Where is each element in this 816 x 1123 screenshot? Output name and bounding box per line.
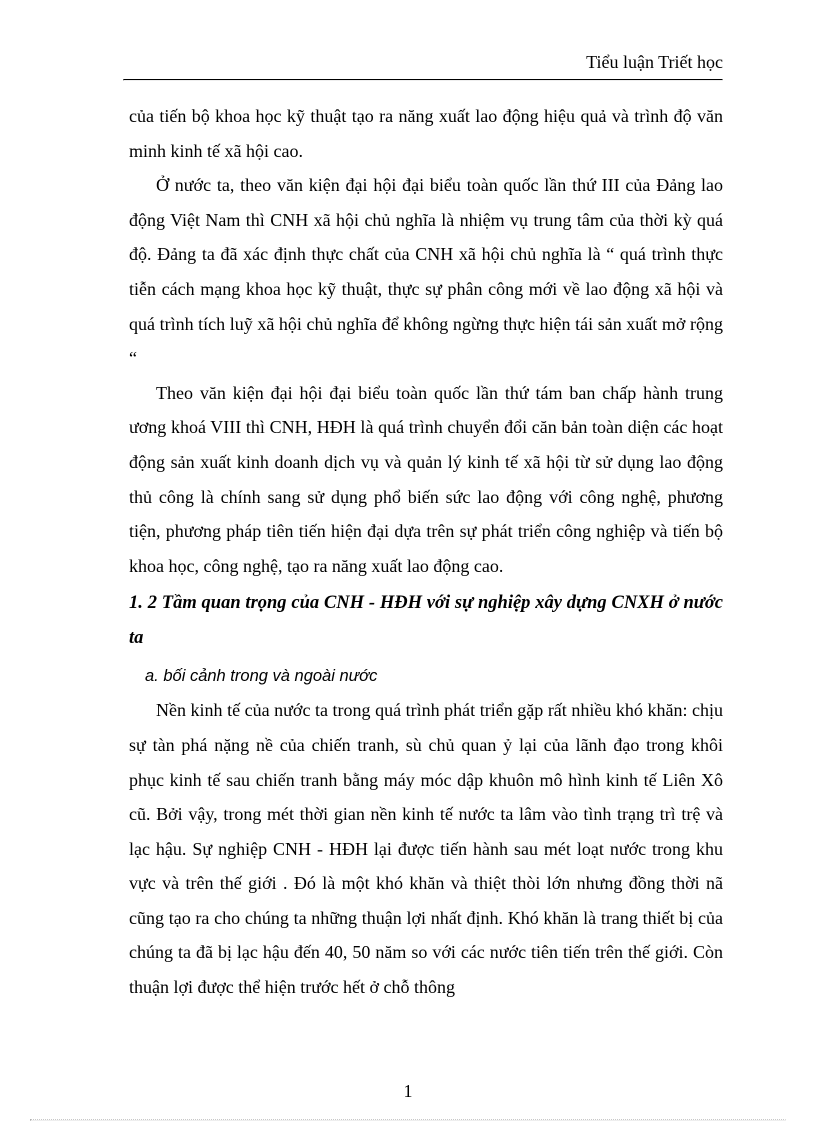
document-body (129, 99, 723, 1005)
header-rule (123, 79, 723, 81)
page-header-title: Tiểu luận Triết học (586, 52, 723, 72)
paragraph-congress-iii: Ở nước ta, theo văn kiện đại hội đại biểu toàn quốc lần thứ III của Đảng lao động Việt Nam thì CNH xã hội chủ nghĩa là nhiệm vụ trung tâm của thời kỳ quá độ. Đảng ta đã xác định thực chất của CNH xã hội chủ nghĩa là “ quá trình thực tiễn cách mạng khoa học kỹ thuật, thực sự phân công mới về lao động xã hội và quá trình tích luỹ xã hội chủ nghĩa để không ngừng thực hiện tái sản xuất mở rộng “ (129, 175, 723, 369)
paragraph-continuation: của tiến bộ khoa học kỹ thuật tạo ra năng xuất lao động hiệu quả và trình độ văn minh kinh tế xã hội cao. (129, 106, 723, 161)
paragraph-economy-context: Nền kinh tế của nước ta trong quá trình phát triển gặp rất nhiều khó khăn: chịu sự tàn phá nặng nề của chiến tranh, sù chủ quan ỷ lại của lãnh đạo trong khôi phục kinh tế sau chiến tranh bằng máy móc dập khuôn mô hình kinh tế Liên Xô cũ. Bởi vậy, trong mét thời gian nền kinh tế nước ta lâm vào tình trạng trì trệ và lạc hậu. Sự nghiệp CNH - HĐH lại được tiến hành sau mét loạt nước trong khu vực và trên thế giới . Đó là một khó khăn và thiệt thòi lớn nhưng đồng thời nã cũng tạo ra cho chúng ta những thuận lợi nhất định. Khó khăn là trang thiết bị của chúng ta đã bị lạc hậu đến 40, 50 năm so với các nước tiên tiến trên thế giới. Còn thuận lợi được thể hiện trước hết ở chỗ thông (129, 700, 723, 998)
page-bottom-border (30, 1119, 786, 1121)
page-number: 1 (403, 1081, 413, 1101)
subsection-heading: a. bối cảnh trong và ngoài nước (145, 667, 378, 686)
section-heading: 1. 2 Tầm quan trọng của CNH - HĐH với sự nghiệp xây dựng CNXH ở nước ta (129, 593, 723, 649)
paragraph-congress-viii: Theo văn kiện đại hội đại biểu toàn quốc lần thứ tám ban chấp hành trung ương khoá VIII thì CNH, HĐH là quá trình chuyển đổi căn bản toàn diện các hoạt động sản xuất kinh doanh dịch vụ và quản lý kinh tế xã hội từ sử dụng lao động thủ công là chính sang sử dụng phổ biến sức lao động với công nghệ, phương tiện, phương pháp tiên tiến hiện đại dựa trên sự phát triển công nghiệp và tiến bộ khoa học, công nghệ, tạo ra năng xuất lao động cao. (129, 382, 723, 576)
